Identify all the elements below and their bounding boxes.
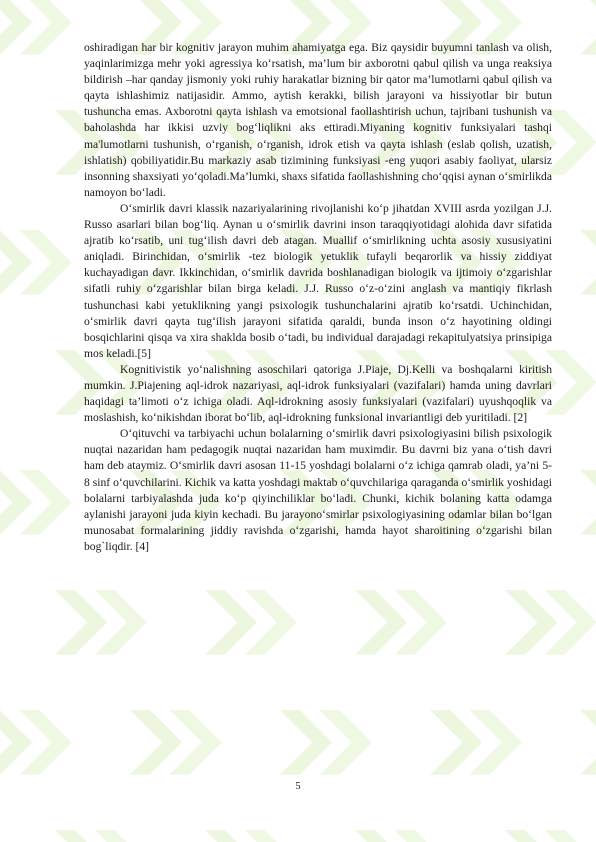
chevron-watermark-icon	[355, 830, 447, 842]
chevron-watermark-icon	[580, 710, 596, 775]
chevron-watermark-icon	[0, 470, 72, 535]
page-number: 5	[295, 781, 301, 792]
chevron-watermark-icon	[280, 710, 372, 775]
chevron-watermark-icon	[430, 710, 522, 775]
chevron-watermark-icon	[505, 830, 596, 842]
chevron-watermark-icon	[0, 710, 72, 775]
chevron-watermark-icon	[580, 230, 596, 295]
chevron-watermark-icon	[505, 590, 596, 655]
chevron-watermark-icon	[580, 0, 596, 55]
paragraph-3: Kognitivistik yo‘nalishning asoschilari qatoriga J.Piaje, Dj.Kelli va boshqalarni kiritish mumkin. J.Piajening aql-idrok nazariyasi, aql-idrok funksiyalari (vazifalari) hamda uning davrlari haqidagi ta’limoti o‘z ichiga oladi. Aql-idrokning asosiy funksiyalari (vazifalari) uyushqoqlik va moslashish, ko‘nikishdan iborat bo‘lib, aql-idrokning funksional invariantligi deb yuritiladi. [2]	[84, 362, 552, 425]
chevron-watermark-icon	[355, 590, 447, 655]
chevron-watermark-icon	[55, 830, 147, 842]
paragraph-1: oshiradigan har bir kognitiv jarayon muhim ahamiyatga ega. Biz qaysidir buyumni tanlash va olish, yaqinlarimizga mehr yoki agressiya ko‘rsatish, ma’lum bir axborotni qabul qilish va unga reaksiya bildirish –har qanday jismoniy yoki ruhiy harakatlar bizning bir qator ma’lumotlarni qabul qilish va qayta ishlashimiz natijasidir. Ammo, aytish kerakki, bilish jarayoni va hissiyotlar bir butun tushuncha emas. Axborotni qayta ishlash va emotsional faollashtirish uchun, tajribani tushunish va baholashda har ikkisi uzviy bog‘liqlikni aks ettiradi.Miyaning kognitiv funksiyalari tashqi ma'lumotlarni tushunish, o‘rganish, o‘rganish, idrok etish va qayta ishlash (eslab qolish, uzatish, ishlatish) qobiliyatidir.Bu markaziy asab tizimining funksiyasi -eng yuqori asabiy faoliyat, ularsiz insonning shaxsiyati yo‘qoladi.Ma’lumki, shaxs sifatida faollashishning cho‘qqisi aynan o‘smirlikda namoyon bo‘ladi.	[84, 41, 552, 199]
paragraph-4: O‘qituvchi va tarbiyachi uchun bolalarning o‘smirlik davri psixologiyasini bilish psixologik nuqtai nazaridan ham pedagogik nuqtai nazaridan ham muximdir. Bu davrni biz yana o‘tish davri ham deb ataymiz. O‘smirlik davri asosan 11-15 yoshdagi bolalarni o‘z ichiga qamrab oladi, ya’ni 5-8 sinf o‘quvchilarini. Kichik va katta yoshdagi maktab o‘quvchilariga qaraganda o‘smirlik yoshidagi bolalarni tarbiyalashda juda ko‘p qiyinchiliklar bo‘ladi. Chunki, kichik bolaning katta odamga aylanishi jarayoni juda kiyin kechadi. Bu jarayono‘smirlar psixologiyasining odamlar bilan bo‘lgan munosabat formalarining jiddiy ravishda o‘zgarishi, hamda hayot sharoitining o‘zgarishi bilan bog`liqdir. [4]	[84, 427, 552, 553]
chevron-watermark-icon	[55, 590, 147, 655]
chevron-watermark-icon	[205, 590, 297, 655]
chevron-watermark-icon	[580, 470, 596, 535]
chevron-watermark-icon	[0, 0, 72, 55]
chevron-watermark-icon	[0, 230, 72, 295]
chevron-watermark-icon	[205, 830, 297, 842]
document-page	[84, 40, 552, 555]
chevron-watermark-icon	[130, 710, 222, 775]
paragraph-2: O‘smirlik davri klassik nazariyalarining rivojlanishi ko‘p jihatdan XVIII asrda yozilgan J.J. Russo asarlari bilan bog‘liq. Aynan u o‘smirlik davrini inson taraqqiyotidagi alohida davr sifatida ajratib ko‘rsatib, uni tug‘ilish davri deb atagan. Muallif o‘smirlikning uchta asosiy xususiyatini aniqladi. Birinchidan, o‘smirlik -tez biologik yetuklik tufayli beqarorlik va hissiy ziddiyat kuchayadigan davr. Ikkinchidan, o‘smirlik davrida boshlanadigan biologik va ijtimoiy o‘zgarishlar sifatli ruhiy o‘zgarishlar bilan birga keladi. J.J. Russo o‘z-o‘zini anglash va mantiqiy fikrlash tushunchasi kabi yetuklikning yangi psixologik tushunchalarini ajratib ko‘rsatdi. Uchinchidan, o‘smirlik davri qayta tug‘ilish jarayoni sifatida qaraldi, bunda inson o‘z hayotining oldingi bosqichlarini qisqa va xira shaklda bosib o‘tadi, bu individual darajadagi rekapitulyatsiya prinsipiga mos keladi.[5]	[84, 201, 552, 360]
